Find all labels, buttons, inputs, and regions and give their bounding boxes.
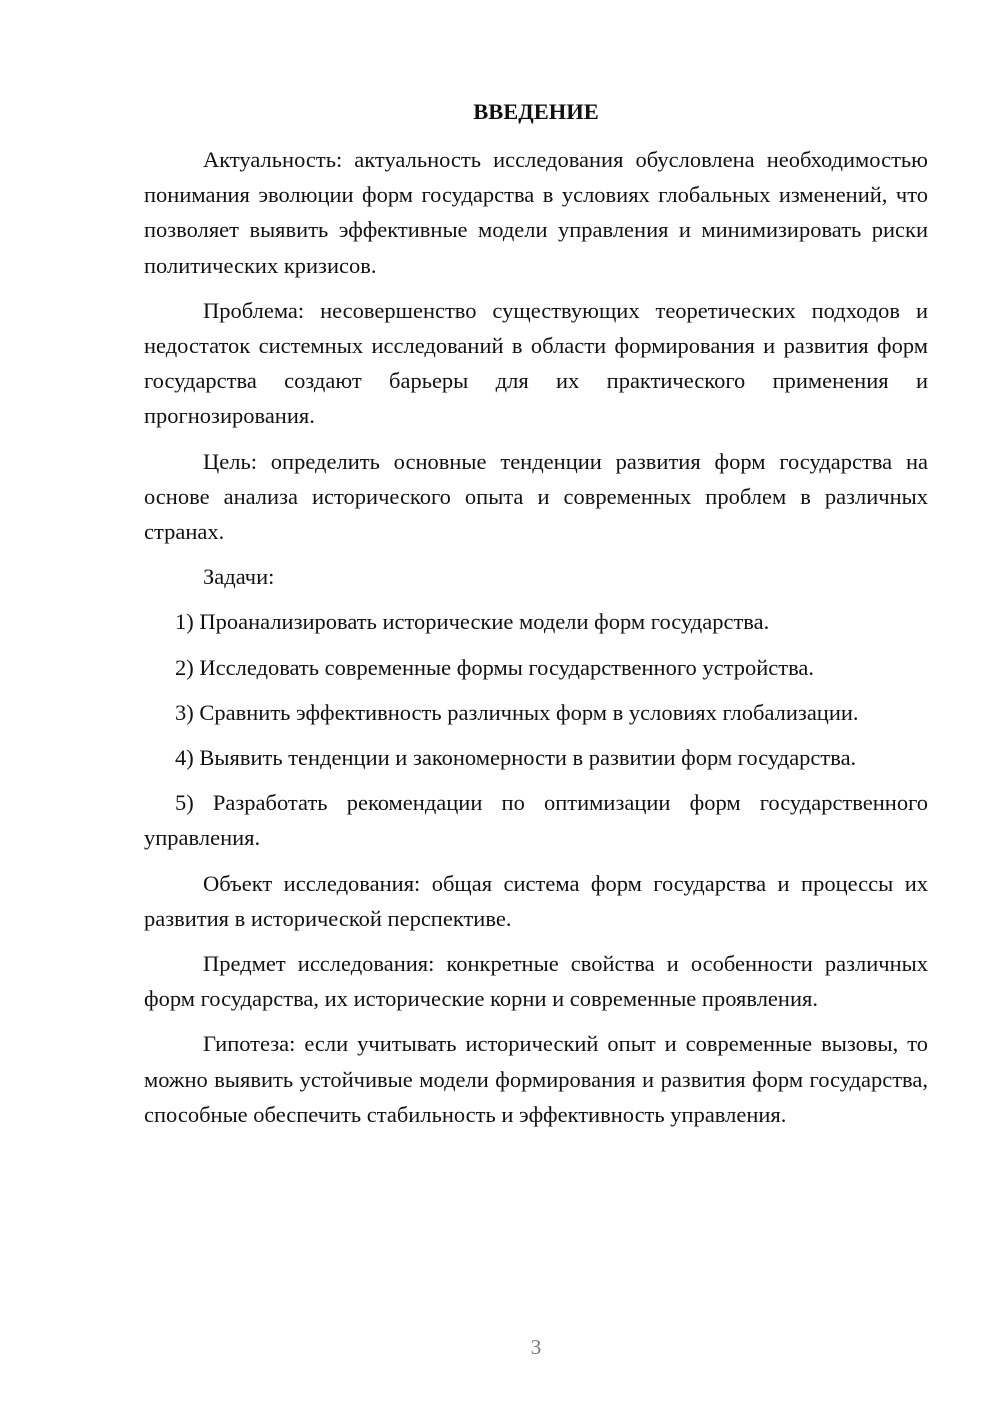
paragraph-subject: Предмет исследования: конкретные свойства и особенности различных форм государства, их исторические корни и современные проявления. [144, 951, 928, 1012]
section-title: ВВЕДЕНИЕ [473, 99, 599, 124]
task-item-2: 2) Исследовать современные формы государственного устройства. [175, 654, 815, 680]
task-item-3: 3) Сравнить эффективность различных форм в условиях глобализации. [175, 699, 859, 725]
paragraph-relevance: Актуальность: актуальность исследования обусловлена необходимостью понимания эволюции форм государства в условиях глобальных изменений, что позволяет выявить эффективные модели управления и минимизировать риски политических кризисов. [144, 147, 928, 278]
task-item-4: 4) Выявить тенденции и закономерности в развитии форм государства. [175, 745, 857, 771]
paragraph-tasks-heading: Задачи: [203, 564, 275, 590]
page-number: 3 [530, 1335, 542, 1359]
paragraph-object: Объект исследования: общая система форм государства и процессы их развития в исторической перспективе. [144, 870, 928, 931]
task-item-1: 1) Проанализировать исторические модели форм государства. [175, 609, 770, 635]
page-content [144, 94, 928, 1142]
paragraph-hypothesis: Гипотеза: если учитывать исторический опыт и современные вызовы, то можно выявить устойчивые модели формирования и развития форм государства, способные обеспечить стабильность и эффективность управления. [144, 1031, 928, 1127]
paragraph-problem: Проблема: несовершенство существующих теоретических подходов и недостаток системных исследований в области формирования и развития форм государства создают барьеры для их практического применения и прогнозирования. [144, 297, 928, 429]
task-item-5: 5) Разработать рекомендации по оптимизации форм государственного управления. [144, 790, 928, 851]
paragraph-goal: Цель: определить основные тенденции развития форм государства на основе анализа исторического опыта и современных проблем в различных странах. [144, 448, 928, 545]
